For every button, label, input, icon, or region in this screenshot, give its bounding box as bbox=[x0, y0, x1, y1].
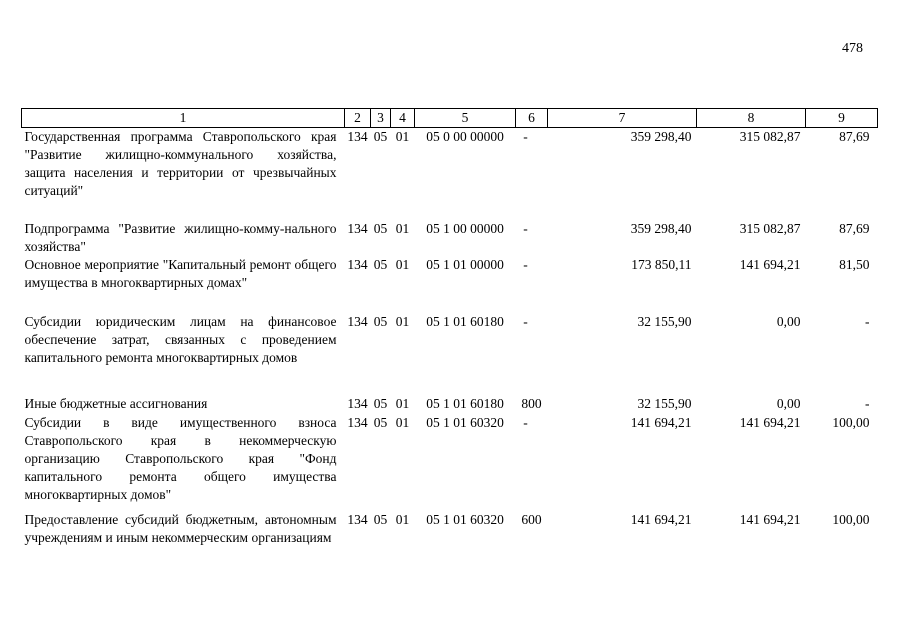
header-col-4: 4 bbox=[391, 109, 415, 128]
row-section: 05 bbox=[373, 395, 388, 411]
row-name: Субсидии юридическим лицам на финансовое обеспечение затрат, связанных с проведением капитального ремонта многоквартирных домов bbox=[24, 313, 337, 365]
row-percent: 100,00 bbox=[832, 414, 870, 430]
table-row bbox=[22, 511, 878, 569]
row-expense-type: - bbox=[523, 414, 528, 430]
row-expense-type: - bbox=[523, 129, 528, 144]
row-name: Подпрограмма "Развитие жилищно-комму-нального хозяйства" bbox=[24, 220, 337, 254]
row-actual-amount: 0,00 bbox=[776, 395, 801, 411]
row-actual-amount: 141 694,21 bbox=[739, 511, 801, 527]
row-plan-amount: 359 298,40 bbox=[630, 129, 692, 144]
row-expense-type: - bbox=[523, 313, 528, 329]
row-section: 05 bbox=[373, 414, 388, 430]
row-subsection: 01 bbox=[395, 220, 410, 236]
row-name: Государственная программа Ставропольского края "Развитие жилищно-коммунального хозяйства, защита населения и территории от чрезвычайных ситуаций" bbox=[24, 129, 337, 198]
budget-table bbox=[21, 108, 878, 569]
page-number: 478 bbox=[842, 41, 863, 56]
row-target-article: 05 1 01 60320 bbox=[426, 511, 504, 527]
row-subsection: 01 bbox=[395, 414, 410, 430]
table-row bbox=[22, 220, 878, 256]
row-name: Предоставление субсидий бюджетным, автономным учреждениям и иным некоммерческим организациям bbox=[24, 511, 337, 545]
row-name: Иные бюджетные ассигнования bbox=[24, 395, 208, 411]
table-row bbox=[22, 395, 878, 414]
table-row bbox=[22, 128, 878, 220]
row-percent: 100,00 bbox=[832, 511, 870, 527]
header-col-7: 7 bbox=[548, 109, 697, 128]
row-plan-amount: 141 694,21 bbox=[630, 414, 692, 430]
budget-table-container bbox=[21, 108, 877, 569]
header-col-3: 3 bbox=[371, 109, 391, 128]
row-ministry-code: 134 bbox=[347, 256, 368, 272]
row-percent: 87,69 bbox=[839, 220, 870, 236]
row-section: 05 bbox=[373, 313, 388, 329]
row-percent: 81,50 bbox=[839, 256, 870, 272]
row-target-article: 05 0 00 00000 bbox=[426, 129, 504, 144]
row-ministry-code: 134 bbox=[347, 414, 368, 430]
row-ministry-code: 134 bbox=[347, 220, 368, 236]
row-expense-type: 800 bbox=[521, 395, 542, 411]
row-ministry-code: 134 bbox=[347, 395, 368, 411]
row-percent: - bbox=[865, 313, 870, 329]
row-ministry-code: 134 bbox=[347, 313, 368, 329]
row-name: Основное мероприятие "Капитальный ремонт общего имущества в многоквартирных домах" bbox=[24, 256, 337, 290]
row-subsection: 01 bbox=[395, 395, 410, 411]
header-col-1: 1 bbox=[22, 109, 345, 128]
row-section: 05 bbox=[373, 129, 388, 144]
row-actual-amount: 0,00 bbox=[776, 313, 801, 329]
row-name: Субсидии в виде имущественного взноса Ставропольского края в некоммерческую организацию Ставропольского края "Фонд капитального ремонта общего имущества многоквартирных домов" bbox=[24, 414, 337, 502]
row-section: 05 bbox=[373, 511, 388, 527]
row-subsection: 01 bbox=[395, 313, 410, 329]
row-section: 05 bbox=[373, 256, 388, 272]
row-actual-amount: 141 694,21 bbox=[739, 256, 801, 272]
table-row bbox=[22, 256, 878, 313]
row-actual-amount: 315 082,87 bbox=[739, 129, 801, 144]
row-plan-amount: 141 694,21 bbox=[630, 511, 692, 527]
row-section: 05 bbox=[373, 220, 388, 236]
row-ministry-code: 134 bbox=[347, 511, 368, 527]
row-target-article: 05 1 01 00000 bbox=[426, 256, 504, 272]
row-target-article: 05 1 00 00000 bbox=[426, 220, 504, 236]
header-col-9: 9 bbox=[806, 109, 878, 128]
row-actual-amount: 315 082,87 bbox=[739, 220, 801, 236]
row-subsection: 01 bbox=[395, 511, 410, 527]
row-target-article: 05 1 01 60180 bbox=[426, 313, 504, 329]
row-plan-amount: 359 298,40 bbox=[630, 220, 692, 236]
header-col-2: 2 bbox=[345, 109, 371, 128]
row-plan-amount: 173 850,11 bbox=[631, 256, 692, 272]
row-plan-amount: 32 155,90 bbox=[637, 395, 692, 411]
row-expense-type: - bbox=[523, 256, 528, 272]
row-percent: 87,69 bbox=[839, 129, 870, 144]
header-col-8: 8 bbox=[697, 109, 806, 128]
header-col-5: 5 bbox=[415, 109, 516, 128]
table-row bbox=[22, 313, 878, 395]
header-col-6: 6 bbox=[516, 109, 548, 128]
row-actual-amount: 141 694,21 bbox=[739, 414, 801, 430]
row-plan-amount: 32 155,90 bbox=[637, 313, 692, 329]
row-expense-type: - bbox=[523, 220, 528, 236]
row-target-article: 05 1 01 60320 bbox=[426, 414, 504, 430]
row-subsection: 01 bbox=[395, 256, 410, 272]
table-header bbox=[22, 109, 878, 128]
row-expense-type: 600 bbox=[521, 511, 542, 527]
row-target-article: 05 1 01 60180 bbox=[426, 395, 504, 411]
table-row bbox=[22, 414, 878, 511]
row-ministry-code: 134 bbox=[347, 129, 368, 144]
row-subsection: 01 bbox=[395, 129, 410, 144]
row-percent: - bbox=[865, 395, 870, 411]
